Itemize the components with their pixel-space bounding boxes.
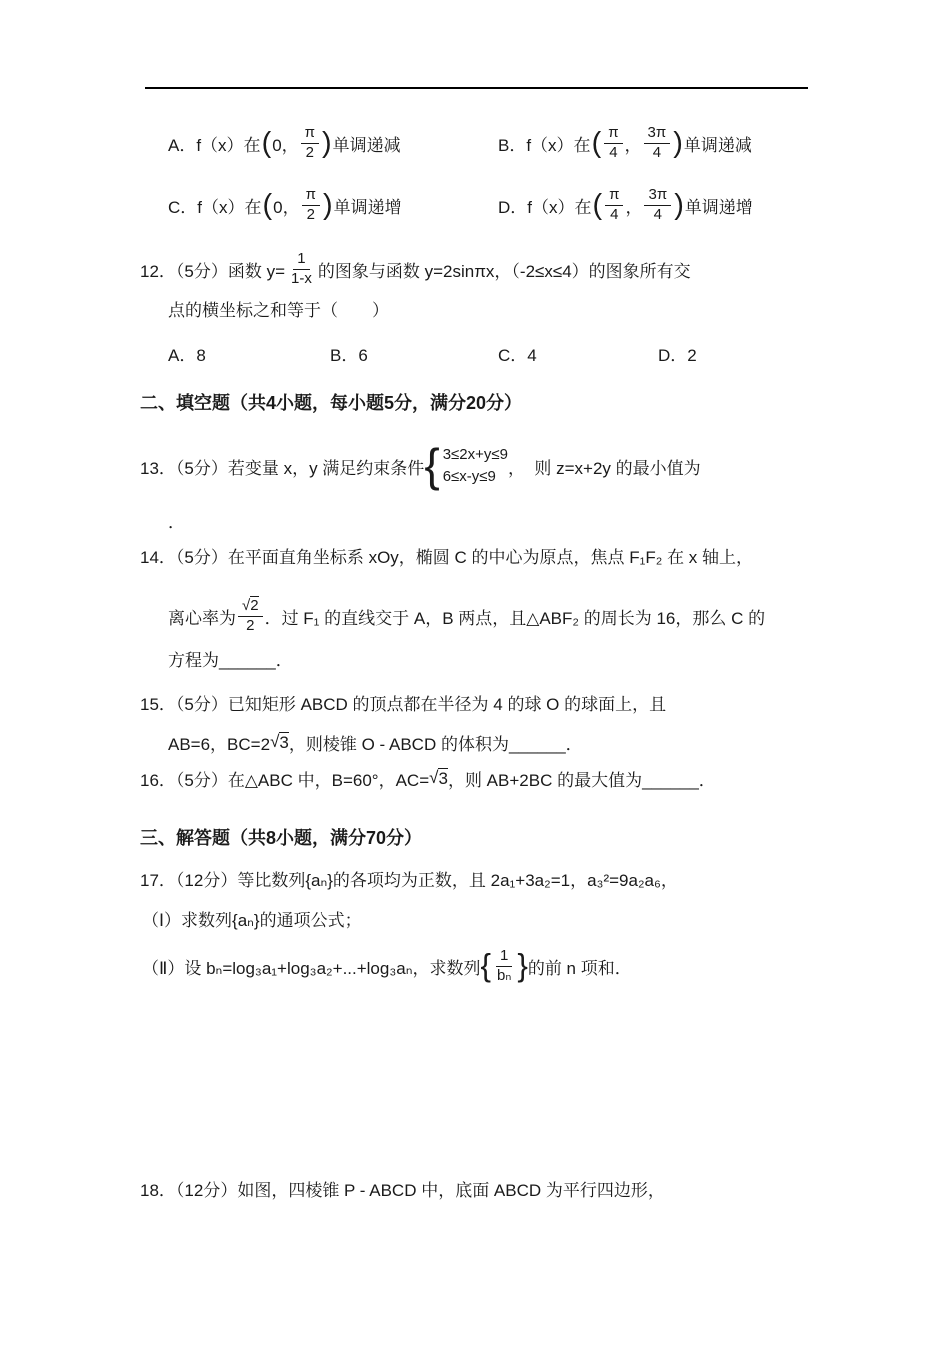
fraction — [605, 186, 623, 225]
fraction-numerator — [238, 597, 263, 617]
q12-option-c: C．4 — [498, 346, 537, 365]
fraction-numerator: π — [302, 186, 320, 206]
q11-options-row-2 — [168, 178, 753, 232]
option-text: D．f（x）在 — [498, 197, 592, 217]
q12-line-2: 点的横坐标之和等于（ ） — [168, 301, 389, 320]
inequality-system — [443, 444, 508, 488]
fraction-denominator: 2 — [306, 205, 315, 223]
q14-line-3: 方程为______． — [168, 651, 293, 670]
big-paren-open: ( — [592, 188, 603, 221]
radicand: 3 — [279, 732, 289, 752]
q15-line-2 — [168, 728, 583, 756]
big-paren-close: ) — [322, 126, 332, 159]
q16-line-1 — [140, 764, 716, 792]
fraction — [302, 186, 320, 225]
big-paren-close: ) — [673, 126, 683, 159]
question-text: 13．（5分）若变量 x，y 满足约束条件 — [140, 458, 425, 478]
fraction-denominator: bₙ — [497, 966, 512, 984]
fraction-numerator: 1 — [496, 947, 512, 967]
question-text: ，则棱锥 O - ABCD 的体积为______． — [288, 734, 583, 754]
fraction-denominator: 4 — [652, 143, 662, 161]
fraction-denominator: 1-x — [291, 269, 312, 287]
sqrt-symbol: √ — [242, 596, 251, 614]
question-text: 12．（5分）函数 y= — [140, 261, 286, 281]
fraction — [238, 597, 263, 636]
question-text: ，则 AB+2BC 的最大值为______． — [447, 770, 716, 790]
page-divider — [145, 87, 808, 89]
q15-line-1: 15．（5分）已知矩形 ABCD 的顶点都在半径为 4 的球 O 的球面上，且 — [140, 695, 667, 714]
question-text: ， 则 z=x+2y 的最小值为 — [507, 458, 701, 478]
fraction — [644, 124, 671, 163]
section-2-header: 二、填空题（共4小题，每小题5分，满分20分） — [140, 393, 523, 413]
inequality-row-1: 3≤2x+y≤9 — [442, 446, 508, 464]
q14-line-1: 14．（5分）在平面直角坐标系 xOy，椭圆 C 的中心为原点，焦点 F₁F₂ 在 x 轴上， — [140, 548, 754, 567]
option-text: C．f（x）在 — [168, 197, 262, 217]
fraction-numerator: π — [605, 186, 623, 206]
fraction-numerator: π — [301, 124, 319, 144]
question-text: （Ⅱ）设 bₙ=log₃a₁+log₃a₂+...+log₃aₙ，求数列 — [142, 958, 481, 978]
big-paren-open: ( — [262, 188, 273, 221]
fraction-denominator: 4 — [609, 143, 618, 161]
q11-option-d — [498, 186, 753, 225]
q11-option-a — [168, 124, 498, 163]
option-text: ， — [625, 197, 643, 217]
option-text: B．f（x）在 — [498, 135, 591, 155]
question-text: 的图象与函数 y=2sinπx，（-2≤x≤4）的图象所有交 — [317, 261, 691, 281]
radicand: 2 — [250, 596, 259, 614]
fraction-numerator: 3π — [644, 124, 671, 144]
q11-option-c — [168, 186, 498, 225]
q12-line-1 — [140, 244, 691, 294]
q11-option-b — [498, 124, 752, 163]
inequality-row-2: 6≤x-y≤9 — [442, 468, 496, 485]
option-text: 单调递增 — [684, 197, 753, 217]
radicand: 3 — [438, 768, 448, 788]
fraction — [644, 186, 671, 225]
big-paren-close: ) — [674, 188, 684, 221]
option-text: 单调递增 — [333, 197, 402, 217]
fraction-denominator: 2 — [305, 143, 314, 161]
option-text: 单调递减 — [332, 135, 401, 155]
fraction-numerator: 1 — [293, 250, 309, 270]
q17-line-3 — [142, 941, 632, 991]
fraction-numerator: π — [604, 124, 622, 144]
q11-options-row-1 — [168, 116, 752, 170]
system-brace: { — [424, 439, 440, 492]
question-text: 离心率为 — [168, 608, 236, 628]
q17-line-2: （Ⅰ）求数列{aₙ}的通项公式； — [142, 911, 362, 930]
q13-line-1 — [140, 438, 701, 494]
option-text: 0， — [273, 197, 300, 217]
fraction-denominator: 4 — [610, 205, 619, 223]
q14-line-2 — [168, 590, 765, 642]
fraction — [287, 250, 316, 289]
option-text: 单调递减 — [683, 135, 752, 155]
option-text: ， — [624, 135, 642, 155]
q13-line-2: ． — [168, 513, 185, 532]
sqrt-symbol: √ — [270, 732, 280, 751]
fraction-denominator: 2 — [246, 616, 255, 634]
question-text: ．过 F₁ 的直线交于 A，B 两点，且△ABF₂ 的周长为 16，那么 C 的 — [264, 608, 766, 628]
big-brace-close: } — [517, 948, 528, 984]
q12-options-row — [168, 341, 848, 365]
q12-option-b: B．6 — [330, 346, 368, 365]
q12-option-a: A．8 — [168, 346, 206, 365]
fraction — [301, 124, 319, 163]
option-text: 0， — [272, 135, 299, 155]
fraction — [493, 947, 515, 986]
fraction — [604, 124, 622, 163]
fraction-numerator: 3π — [644, 186, 671, 206]
question-text: 的前 n 项和． — [527, 958, 632, 978]
section-3-header: 三、解答题（共8小题，满分70分） — [140, 828, 423, 848]
fraction-denominator: 4 — [653, 205, 662, 223]
q18-line-1: 18．（12分）如图，四棱锥 P - ABCD 中，底面 ABCD 为平行四边形， — [140, 1181, 665, 1200]
option-text: A．f（x）在 — [168, 135, 261, 155]
big-brace-open: { — [480, 948, 491, 984]
big-paren-open: ( — [591, 126, 602, 159]
big-paren-open: ( — [261, 126, 272, 159]
question-text: 16．（5分）在△ABC 中，B=60°，AC= — [140, 770, 430, 790]
q12-option-d: D．2 — [658, 346, 697, 365]
sqrt-symbol: √ — [429, 768, 439, 787]
question-text: AB=6，BC=2 — [168, 734, 271, 754]
big-paren-close: ) — [322, 188, 333, 221]
q17-line-1: 17．（12分）等比数列{aₙ}的各项均为正数，且 2a₁+3a₂=1，a₃²=9a₂a₆， — [140, 871, 678, 890]
